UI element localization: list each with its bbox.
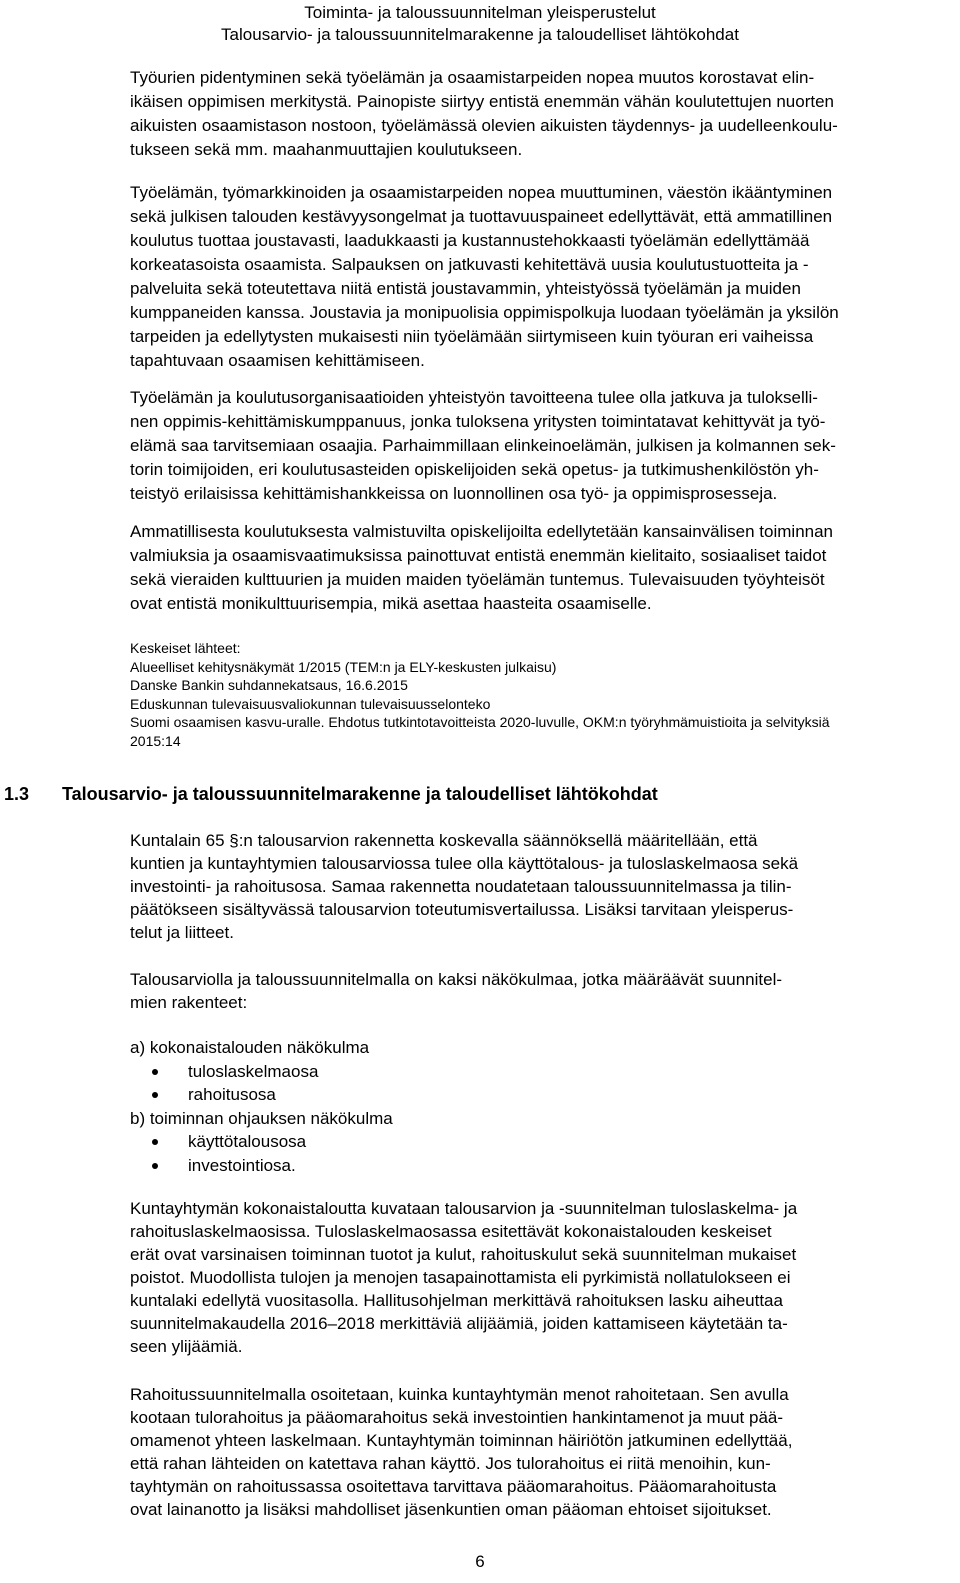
text-line: erät ovat varsinaisen toiminnan tuotot ja kulut, rahoituskulut sekä suunnitelman mukaiset [130, 1245, 797, 1264]
text-line: Kuntayhtymän kokonaistaloutta kuvataan talousarvion ja -suunnitelman tuloslaskelma- ja [130, 1199, 798, 1218]
list-item-label: tuloslaskelmaosa [188, 1061, 319, 1081]
text-line: tukseen sekä mm. maahanmuuttajien koulutukseen. [130, 140, 523, 159]
text-line: palveluita sekä toteutettava niitä entistä joustavammin, yhteistyössä työelämän ja muiden [130, 279, 801, 298]
source-item: Alueelliset kehitysnäkymät 1/2015 (TEM:n ja ELY-keskusten julkaisu) [130, 658, 557, 675]
text-line: korkeatasoista osaamista. Salpauksen on jatkuvasti kehitettävä uusia koulutustuotteita ja - [130, 255, 809, 274]
sources-heading: Keskeiset lähteet: [130, 640, 241, 656]
text-line: poistot. Muodollista tulojen ja menojen tasapainottamista eli pyrkimistä nollatulokseen ei [130, 1268, 791, 1287]
text-line: seen ylijäämiä. [130, 1337, 243, 1356]
text-line: torin toimijoiden, eri koulutusasteiden opiskelijoiden sekä opetus- ja tutkimushenkilöstön yh- [130, 460, 819, 479]
text-line: ikäisen oppimisen merkitystä. Painopiste siirtyy entistä enemmän vähän koulutettujen nuorten [130, 92, 834, 111]
paragraph-internationalisation [130, 520, 930, 616]
text-line: Rahoitussuunnitelmalla osoitetaan, kuinka kuntayhtymän menot rahoitetaan. Sen avulla [130, 1385, 789, 1404]
list-item [130, 1060, 930, 1084]
text-line: nen oppimis-kehittämiskumppanuus, jonka tuloksena yritysten toimintatavat kehittyvät ja työ- [130, 412, 826, 431]
paragraph-overall-economy [130, 1197, 930, 1358]
source-item: Suomi osaamisen kasvu-uralle. Ehdotus tutkintotavoitteista 2020-luvulle, OKM:n työryhmämuistioita ja selvityksiä [130, 714, 830, 730]
text-line: Työelämän ja koulutusorganisaatioiden yhteistyön tavoitteena tulee olla jatkuva ja tulokselli- [130, 388, 818, 407]
text-line: mien rakenteet: [130, 993, 248, 1012]
bullet-icon [152, 1163, 158, 1169]
text-line: tarpeiden ja edellytysten mukaisesti niin työelämään siirtymiseen kuin työuran eri vaiheissa [130, 327, 814, 346]
list-item [130, 1130, 930, 1154]
list-item-label: rahoitusosa [188, 1085, 276, 1104]
list-group-label: b) toiminnan ohjauksen näkökulma [130, 1108, 393, 1128]
paragraph-financing-plan [130, 1383, 930, 1521]
list-item-label: käyttötalousosa [188, 1132, 307, 1151]
perspectives-list [130, 1036, 930, 1177]
paragraph-two-perspectives [130, 968, 930, 1014]
bullet-icon [152, 1069, 158, 1075]
text-line: aikuisten osaamistason nostoon, työelämässä olevien aikuisten täydennys- ja uudelleenkoulu- [130, 116, 838, 135]
text-line: päätökseen sisältyvässä talousarvion toteutumisvertailussa. Lisäksi tarvitaan yleisperus- [130, 900, 794, 919]
paragraph-working-life-changes [130, 181, 930, 373]
text-line: omamenot yhteen laskelmaan. Kuntayhtymän toiminnan häiriötön jatkuminen edellyttää, [130, 1431, 793, 1450]
text-line: rahoituslaskelmaosissa. Tuloslaskelmaosassa esitettävät kokonaistalouden keskeiset [130, 1222, 772, 1241]
text-line: että rahan lähteiden on katettava rahan käyttö. Jos tulorahoitus ei riitä menoihin, kun- [130, 1454, 771, 1473]
text-line: Työurien pidentyminen sekä työelämän ja osaamistarpeiden nopea muutos korostavat elin- [130, 68, 815, 87]
list-item [130, 1154, 930, 1178]
text-line: suunnitelmakaudella 2016–2018 merkittäviä alijäämiä, joiden kattamiseen käytetään ta- [130, 1314, 788, 1333]
section-number: 1.3 [4, 784, 30, 804]
text-line: kumppaneiden kanssa. Joustavia ja monipuolisia oppimispolkuja luodaan työelämän ja yksilön [130, 303, 839, 322]
text-line: investointi- ja rahoitusosa. Samaa rakennetta noudatetaan taloussuunnitelmassa ja tilin- [130, 877, 792, 896]
bullet-icon [152, 1092, 158, 1098]
bullet-icon [152, 1139, 158, 1145]
source-item: Eduskunnan tulevaisuusvaliokunnan tulevaisuusselonteko [130, 695, 491, 712]
sources-list [130, 639, 930, 750]
text-line: kuntien ja kuntayhtymien talousarviossa tulee olla käyttötalous- ja tuloslaskelmaosa sekä [130, 854, 799, 873]
text-line: ovat entistä monikulttuurisempia, mikä asettaa haasteita osaamiselle. [130, 594, 652, 613]
paragraph-cooperation [130, 386, 930, 506]
text-line: koulutus tuottaa joustavasti, laadukkaasti ja kustannustehokkaasti työelämän edellyttämää [130, 231, 810, 250]
paragraph-municipal-act [130, 829, 930, 944]
source-item: 2015:14 [130, 732, 181, 749]
text-line: Työelämän, työmarkkinoiden ja osaamistarpeiden nopea muuttuminen, väestön ikääntyminen [130, 183, 833, 202]
page-number: 6 [475, 1552, 485, 1571]
header-line-1: Toiminta- ja taloussuunnitelman yleisperustelut [304, 3, 656, 22]
list-item-label: investointiosa. [188, 1155, 296, 1175]
text-line: valmiuksia ja osaamisvaatimuksissa painottuvat entistä enemmän kielitaito, sosiaaliset taidot [130, 546, 827, 565]
text-line: telut ja liitteet. [130, 923, 234, 942]
list-group-label: a) kokonaistalouden näkökulma [130, 1038, 370, 1057]
text-line: tayhtymän on rahoitussassa osoitettava tarvittava pääomarahoitus. Pääomarahoitusta [130, 1477, 777, 1496]
text-line: Talousarviolla ja taloussuunnitelmalla on kaksi näkökulmaa, jotka määräävät suunnitel- [130, 970, 783, 989]
text-line: tapahtuvaan osaamisen kehittämiseen. [130, 351, 425, 370]
paragraph-lifelong-learning [130, 66, 930, 162]
source-item: Danske Bankin suhdannekatsaus, 16.6.2015 [130, 677, 408, 693]
text-line: sekä julkisen talouden kestävyysongelmat ja tuottavuuspaineet edellyttävät, että ammatillinen [130, 207, 833, 226]
text-line: Ammatillisesta koulutuksesta valmistuvilta opiskelijoilta edellytetään kansainvälisen toiminnan [130, 522, 834, 541]
section-title: Talousarvio- ja taloussuunnitelmarakenne ja taloudelliset lähtökohdat [62, 784, 658, 804]
text-line: kootaan tulorahoitus ja pääomarahoitus sekä investointien hankintamenot ja muut pää- [130, 1408, 784, 1427]
text-line: sekä vieraiden kulttuurien ja muiden maiden työelämän tuntemus. Tulevaisuuden työyhteisöt [130, 570, 825, 589]
header-line-2: Talousarvio- ja taloussuunnitelmarakenne ja taloudelliset lähtökohdat [221, 25, 739, 44]
list-item [130, 1083, 930, 1107]
text-line: kuntalaki edellytä vuositasolla. Hallitusohjelman merkittävä rahoituksen lasku aiheuttaa [130, 1291, 783, 1310]
text-line: ovat lainanotto ja lisäksi mahdolliset jäsenkuntien oman pääoman ehtoiset sijoitukset. [130, 1500, 772, 1519]
text-line: teistyö erilaisissa kehittämishankkeissa on luonnollinen osa työ- ja oppimisprosesseja. [130, 484, 778, 503]
text-line: elämä saa tarvitsemiaan osaajia. Parhaimmillaan elinkeinoelämän, julkisen ja kolmannen sek- [130, 436, 836, 455]
text-line: Kuntalain 65 §:n talousarvion rakennetta koskevalla säännöksellä määritellään, että [130, 831, 758, 850]
